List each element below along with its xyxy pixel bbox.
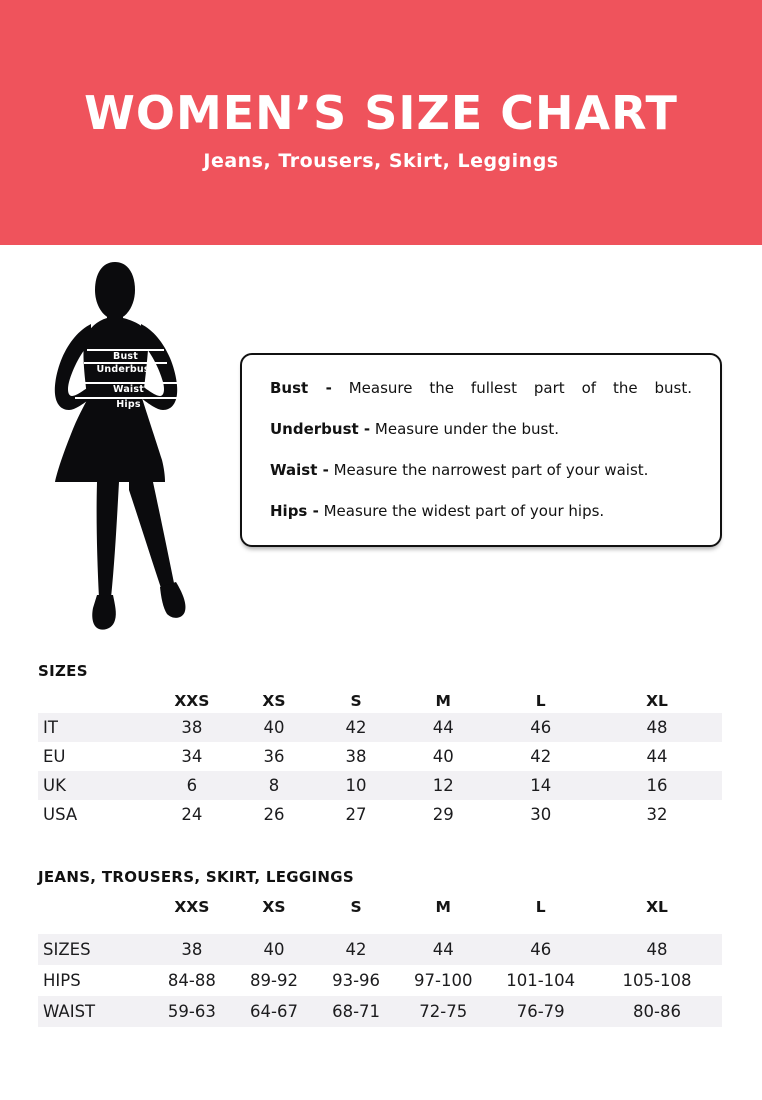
guide-item-waist [270, 461, 692, 480]
bust-measure-line: Bust [87, 349, 164, 363]
size-cell: 24 [181, 805, 203, 824]
measuring-guide-box [240, 353, 722, 547]
size-cell: 38 [181, 940, 203, 959]
size-cell: 34 [181, 747, 203, 766]
col-header-xs: XS [262, 692, 286, 710]
garment-heading: JEANS, TROUSERS, SKIRT, LEGGINGS [38, 868, 354, 886]
size-cell: 89-92 [250, 971, 298, 990]
guide-text: Measure the widest part of your hips. [323, 502, 605, 520]
measurement-figure [45, 258, 205, 638]
size-cell: 44 [432, 718, 454, 737]
size-cell: 32 [646, 805, 668, 824]
guide-item-bust [270, 379, 692, 398]
guide-text: Measure the narrowest part of your waist. [333, 461, 649, 479]
row-label: UK [43, 776, 66, 795]
size-cell: 26 [263, 805, 285, 824]
woman-silhouette-icon [45, 258, 205, 638]
size-cell: 38 [345, 747, 367, 766]
table-row-eu [38, 742, 722, 771]
row-label: IT [43, 718, 58, 737]
col-header-s: S [350, 898, 362, 916]
page-title: WOMEN’S SIZE CHART [84, 85, 678, 140]
size-cell: 64-67 [250, 1002, 298, 1021]
spacer-row [38, 919, 722, 934]
size-cell: 6 [186, 776, 198, 795]
guide-term: Bust - [270, 379, 332, 397]
col-header-xl: XL [646, 898, 668, 916]
col-header-s: S [350, 692, 362, 710]
size-cell: 12 [432, 776, 454, 795]
garment-table [38, 895, 722, 1027]
waist-measure-line: Waist [80, 382, 177, 396]
size-cell: 40 [432, 747, 454, 766]
row-label: SIZES [43, 940, 91, 959]
guide-item-underbust [270, 420, 692, 439]
col-header-l: L [535, 898, 546, 916]
size-cell: 40 [263, 718, 285, 737]
guide-term: Waist - [270, 461, 329, 479]
guide-term: Hips - [270, 502, 319, 520]
size-cell: 16 [646, 776, 668, 795]
size-cell: 68-71 [332, 1002, 381, 1021]
row-label: WAIST [43, 1002, 96, 1021]
col-header-m: M [435, 898, 451, 916]
sizes-table [38, 689, 722, 829]
size-cell: 76-79 [516, 1002, 565, 1021]
size-cell: 97-100 [414, 971, 473, 990]
size-cell: 72-75 [419, 1002, 468, 1021]
size-cell: 8 [268, 776, 280, 795]
size-cell: 44 [432, 940, 454, 959]
table-row-sizes [38, 934, 722, 965]
row-label: EU [43, 747, 66, 766]
size-cell: 46 [530, 940, 552, 959]
col-header-xxs: XXS [174, 692, 210, 710]
sizes-heading: SIZES [38, 662, 88, 680]
size-cell: 42 [530, 747, 552, 766]
size-cell: 44 [646, 747, 668, 766]
table-row-hips [38, 965, 722, 996]
size-cell: 36 [263, 747, 285, 766]
table-row-waist [38, 996, 722, 1027]
size-cell: 27 [345, 805, 367, 824]
row-label: HIPS [43, 971, 81, 990]
garment-section [38, 868, 722, 1027]
size-cell: 29 [432, 805, 454, 824]
size-cell: 30 [530, 805, 552, 824]
size-cell: 14 [530, 776, 552, 795]
size-cell: 80-86 [633, 1002, 681, 1021]
guide-text: Measure under the bust. [374, 420, 560, 438]
size-cell: 46 [530, 718, 552, 737]
size-cell: 42 [345, 718, 367, 737]
empty-corner-cell [38, 689, 151, 713]
table-row-it [38, 713, 722, 742]
size-cell: 38 [181, 718, 203, 737]
size-cell: 84-88 [167, 971, 216, 990]
col-header-m: M [435, 692, 451, 710]
size-cell: 10 [345, 776, 367, 795]
col-header-xxs: XXS [174, 898, 210, 916]
header-banner [0, 0, 762, 245]
size-cell: 48 [646, 940, 668, 959]
col-header-xl: XL [646, 692, 668, 710]
table-row-uk [38, 771, 722, 800]
size-cell: 42 [345, 940, 367, 959]
row-label: USA [43, 805, 78, 824]
guide-item-hips [270, 502, 692, 521]
underbust-measure-line: Underbust [84, 362, 167, 376]
size-cell: 40 [263, 940, 285, 959]
size-cell: 101-104 [506, 971, 576, 990]
sizes-section [38, 662, 722, 829]
page-subtitle: Jeans, Trousers, Skirt, Leggings [203, 149, 559, 172]
col-header-l: L [535, 692, 546, 710]
table-row-usa [38, 800, 722, 829]
garment-header-row [38, 895, 722, 919]
col-header-xs: XS [262, 898, 286, 916]
sizes-header-row [38, 689, 722, 713]
guide-text: Measure the fullest part of the bust. [348, 379, 692, 397]
hips-measure-line: Hips [75, 397, 182, 411]
guide-term: Underbust - [270, 420, 371, 438]
size-cell: 48 [646, 718, 668, 737]
size-cell: 93-96 [332, 971, 381, 990]
empty-corner-cell [38, 895, 151, 919]
size-cell: 59-63 [167, 1002, 216, 1021]
size-cell: 105-108 [622, 971, 692, 990]
